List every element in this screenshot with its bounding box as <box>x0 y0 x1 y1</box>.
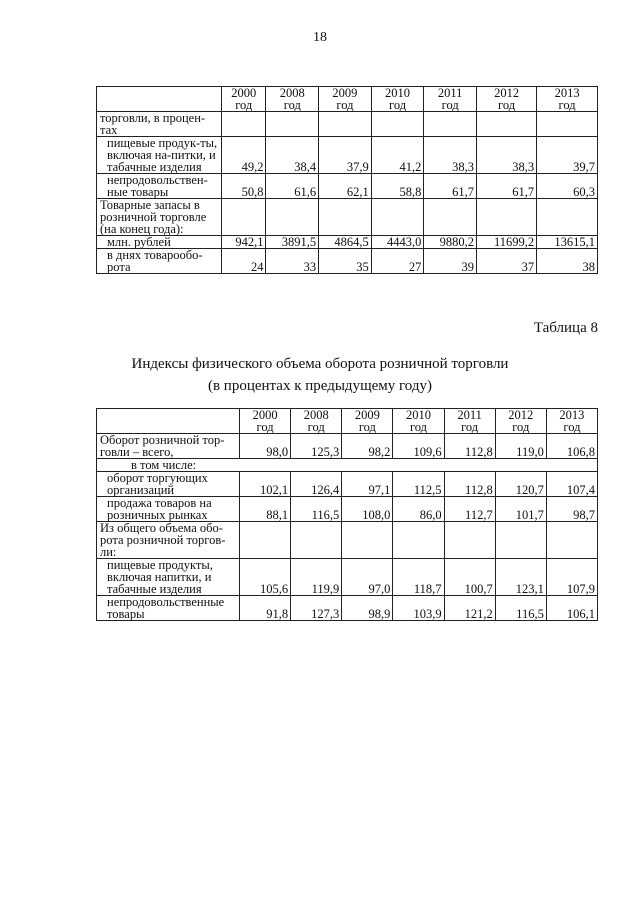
value-cell: 119,0 <box>495 434 546 459</box>
value-cell <box>266 199 319 236</box>
table-row <box>97 137 598 174</box>
value-cell: 106,1 <box>546 596 597 621</box>
value-cell: 120,7 <box>495 472 546 497</box>
value-cell: 126,4 <box>291 472 342 497</box>
row-label: Из общего объема обо-рота розничной торгов-ли: <box>97 522 240 559</box>
table-row <box>97 249 598 274</box>
value-cell: 27 <box>371 249 424 274</box>
year-header: 2008 год <box>291 409 342 434</box>
value-cell: 98,9 <box>342 596 393 621</box>
table-subtitle: (в процентах к предыдущему году) <box>207 378 432 394</box>
value-cell: 41,2 <box>371 137 424 174</box>
table-row <box>97 112 598 137</box>
value-cell <box>424 199 477 236</box>
value-cell: 98,7 <box>546 497 597 522</box>
year-header: 2011 год <box>424 87 477 112</box>
row-label: оборот торгующих организаций <box>97 472 240 497</box>
table-row <box>97 434 598 459</box>
value-cell: 116,5 <box>291 497 342 522</box>
value-cell: 127,3 <box>291 596 342 621</box>
table-header-row <box>97 87 598 112</box>
table-row <box>97 596 598 621</box>
value-cell <box>546 522 597 559</box>
value-cell: 101,7 <box>495 497 546 522</box>
value-cell: 105,6 <box>240 559 291 596</box>
value-cell: 91,8 <box>240 596 291 621</box>
value-cell: 118,7 <box>393 559 444 596</box>
header-label-cell <box>97 409 240 434</box>
value-cell <box>537 112 598 137</box>
value-cell <box>476 112 536 137</box>
value-cell: 98,0 <box>240 434 291 459</box>
value-cell: 13615,1 <box>537 236 598 249</box>
header-label-cell <box>97 87 222 112</box>
value-cell: 38,3 <box>424 137 477 174</box>
value-cell <box>319 199 372 236</box>
value-cell: 942,1 <box>222 236 266 249</box>
year-header: 2012 год <box>495 409 546 434</box>
value-cell: 35 <box>319 249 372 274</box>
row-label: Оборот розничной тор-говли – всего, <box>97 434 240 459</box>
value-cell: 62,1 <box>319 174 372 199</box>
value-cell: 39,7 <box>537 137 598 174</box>
value-cell: 107,9 <box>546 559 597 596</box>
value-cell: 61,7 <box>476 174 536 199</box>
table-caption: Таблица 8 <box>533 320 598 336</box>
row-label: пищевые продук-ты, включая на-питки, и табачные изделия <box>97 137 222 174</box>
value-cell <box>222 199 266 236</box>
value-cell: 106,8 <box>546 434 597 459</box>
value-cell <box>444 522 495 559</box>
year-header: 2010 год <box>393 409 444 434</box>
value-cell: 109,6 <box>393 434 444 459</box>
row-label: торговли, в процен-тах <box>97 112 222 137</box>
row-label: непродовольствен-ные товары <box>97 174 222 199</box>
value-cell: 108,0 <box>342 497 393 522</box>
table-retail-indices <box>96 408 598 621</box>
value-cell: 121,2 <box>444 596 495 621</box>
value-cell: 60,3 <box>537 174 598 199</box>
value-cell <box>495 522 546 559</box>
value-cell: 50,8 <box>222 174 266 199</box>
year-header: 2000 год <box>240 409 291 434</box>
value-cell <box>371 112 424 137</box>
value-cell <box>342 522 393 559</box>
row-label: непродовольственные товары <box>97 596 240 621</box>
value-cell: 61,6 <box>266 174 319 199</box>
table-row <box>97 522 598 559</box>
row-label: продажа товаров на розничных рынках <box>97 497 240 522</box>
value-cell: 4864,5 <box>319 236 372 249</box>
value-cell: 11699,2 <box>476 236 536 249</box>
table-row <box>97 497 598 522</box>
table-title: Индексы физического объема оборота розничной торговли <box>131 356 509 372</box>
value-cell: 88,1 <box>240 497 291 522</box>
value-cell: 37,9 <box>319 137 372 174</box>
value-cell: 112,8 <box>444 434 495 459</box>
year-header: 2012 год <box>476 87 536 112</box>
value-cell: 119,9 <box>291 559 342 596</box>
table-row <box>97 174 598 199</box>
value-cell: 24 <box>222 249 266 274</box>
value-cell <box>291 522 342 559</box>
value-cell: 97,0 <box>342 559 393 596</box>
value-cell: 38,4 <box>266 137 319 174</box>
value-cell: 38 <box>537 249 598 274</box>
value-cell <box>476 199 536 236</box>
year-header: 2009 год <box>342 409 393 434</box>
value-cell: 9880,2 <box>424 236 477 249</box>
value-cell: 61,7 <box>424 174 477 199</box>
table-header-row <box>97 409 598 434</box>
table-row <box>97 459 598 472</box>
value-cell: 49,2 <box>222 137 266 174</box>
value-cell: 37 <box>476 249 536 274</box>
year-header: 2009 год <box>319 87 372 112</box>
row-label: в днях товарообо-рота <box>97 249 222 274</box>
table-row <box>97 236 598 249</box>
value-cell <box>222 112 266 137</box>
value-cell: 97,1 <box>342 472 393 497</box>
table-retail-structure <box>96 86 598 274</box>
value-cell: 39 <box>424 249 477 274</box>
year-header: 2008 год <box>266 87 319 112</box>
value-cell: 3891,5 <box>266 236 319 249</box>
value-cell: 4443,0 <box>371 236 424 249</box>
table-row <box>97 199 598 236</box>
row-label: млн. рублей <box>97 236 222 249</box>
year-header: 2010 год <box>371 87 424 112</box>
year-header: 2013 год <box>546 409 597 434</box>
value-cell: 33 <box>266 249 319 274</box>
value-cell <box>319 112 372 137</box>
value-cell: 86,0 <box>393 497 444 522</box>
row-label: пищевые продукты, включая напитки, и табачные изделия <box>97 559 240 596</box>
value-cell: 102,1 <box>240 472 291 497</box>
value-cell: 38,3 <box>476 137 536 174</box>
value-cell: 58,8 <box>371 174 424 199</box>
value-cell: 98,2 <box>342 434 393 459</box>
value-cell <box>266 112 319 137</box>
value-cell <box>371 199 424 236</box>
value-cell: 116,5 <box>495 596 546 621</box>
value-cell: 112,8 <box>444 472 495 497</box>
value-cell <box>424 112 477 137</box>
value-cell: 112,7 <box>444 497 495 522</box>
page-number: 18 <box>313 30 327 45</box>
value-cell: 112,5 <box>393 472 444 497</box>
value-cell <box>393 522 444 559</box>
table-row <box>97 472 598 497</box>
table-row <box>97 559 598 596</box>
value-cell: 107,4 <box>546 472 597 497</box>
year-header: 2013 год <box>537 87 598 112</box>
value-cell: 103,9 <box>393 596 444 621</box>
value-cell: 100,7 <box>444 559 495 596</box>
year-header: 2000 год <box>222 87 266 112</box>
value-cell: 123,1 <box>495 559 546 596</box>
value-cell: 125,3 <box>291 434 342 459</box>
year-header: 2011 год <box>444 409 495 434</box>
value-cell <box>537 199 598 236</box>
row-label: Товарные запасы в розничной торговле (на конец года): <box>97 199 222 236</box>
row-label: в том числе: <box>97 459 598 472</box>
value-cell <box>240 522 291 559</box>
